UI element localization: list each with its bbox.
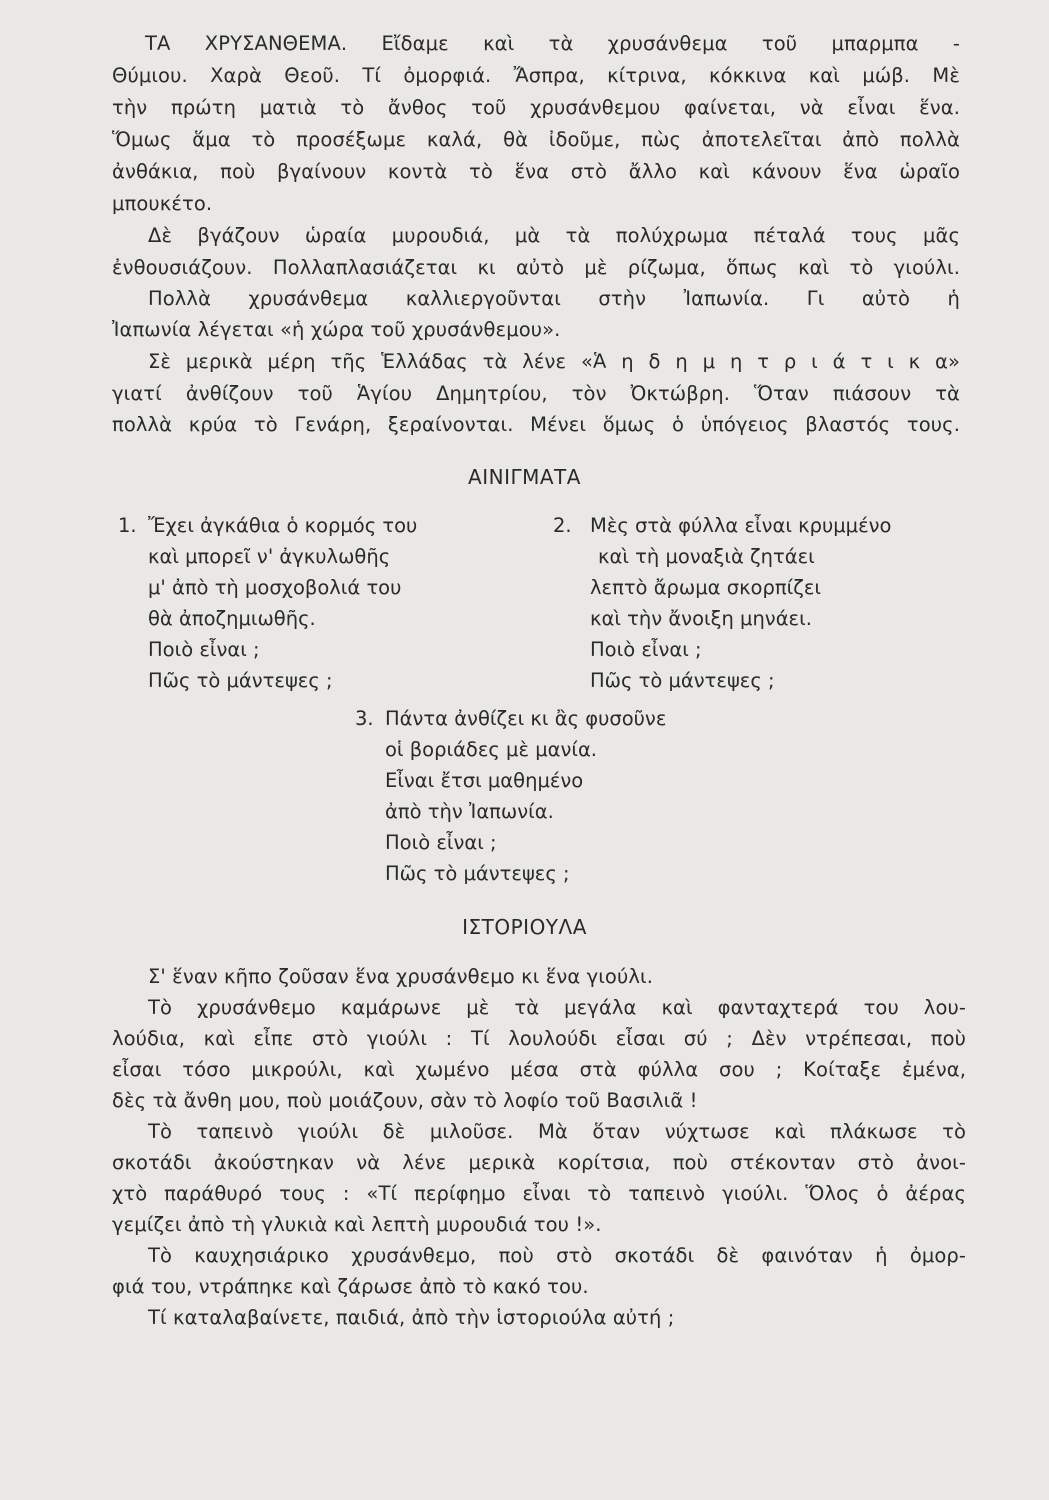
riddles-heading: ΑΙΝΙΓΜΑΤΑ	[468, 465, 581, 489]
text-line: Θύμιου. Χαρὰ Θεοῦ. Τί ὀμορφιά. Ἄσπρα, κίτρινα, κόκκινα καὶ μώβ. Μὲ	[112, 64, 960, 87]
riddle-line: καὶ μπορεῖ ν' ἀγκυλωθῆς	[148, 545, 391, 568]
text-line: ἀνθάκια, ποὺ βγαίνουν κοντὰ τὸ ἕνα στὸ ἄλλο καὶ κάνουν ἕνα ὡραῖο	[112, 160, 960, 183]
text-line: Δὲ βγάζουν ὡραία μυρουδιά, μὰ τὰ πολύχρωμα πέταλά τους μᾶς	[148, 224, 960, 247]
story-heading: ΙΣΤΟΡΙΟΥΛΑ	[462, 915, 587, 939]
riddle-line: Μὲς στὰ φύλλα εἶναι κρυμμένο	[590, 514, 892, 537]
riddle-number: 2.	[553, 514, 572, 537]
riddle-line: λεπτὸ ἄρωμα σκορπίζει	[590, 576, 821, 599]
text-line: Ὅμως ἅμα τὸ προσέξωμε καλά, θὰ ἰδοῦμε, πὼς ἀποτελεῖται ἀπὸ πολλὰ	[112, 128, 960, 151]
text-line: Τὸ ταπεινὸ γιούλι δὲ μιλοῦσε. Μὰ ὅταν νύχτωσε καὶ πλάκωσε τὸ	[148, 1120, 966, 1143]
text-line: Σὲ μερικὰ μέρη τῆς Ἑλλάδας τὰ λένε «Ἁ η δ η μ η τ ρ ι ά τ ι κ α»	[148, 350, 960, 373]
text-line: πολλὰ κρύα τὸ Γενάρη, ξεραίνονται. Μένει ὅμως ὁ ὑπόγειος βλαστός τους.	[112, 413, 960, 436]
riddle-number: 1.	[118, 514, 137, 537]
text-line: χτὸ παράθυρό τους : «Τί περίφημο εἶναι τὸ ταπεινὸ γιούλι. Ὅλος ὁ ἀέρας	[112, 1182, 966, 1205]
riddle-line: Πῶς τὸ μάντεψες ;	[590, 669, 775, 692]
riddle-line: οἱ βοριάδες μὲ μανία.	[385, 738, 597, 761]
text-line: Σ' ἕναν κῆπο ζοῦσαν ἕνα χρυσάνθεμο κι ἕνα γιούλι.	[148, 965, 653, 988]
riddle-line: ἀπὸ τὴν Ἰαπωνία.	[385, 800, 554, 823]
riddle-line: Ποιὸ εἶναι ;	[148, 638, 260, 661]
text-line: γεμίζει ἀπὸ τὴ γλυκιὰ καὶ λεπτὴ μυρουδιά του !».	[112, 1213, 602, 1236]
text-line: εἶσαι τόσο μικρούλι, καὶ χωμένο μέσα στὰ φύλλα σου ; Κοίταξε ἐμένα,	[112, 1058, 966, 1081]
riddle-line: Πῶς τὸ μάντεψες ;	[385, 862, 570, 885]
text-line: Τί καταλαβαίνετε, παιδιά, ἀπὸ τὴν ἱστοριούλα αὐτή ;	[148, 1306, 675, 1329]
text-line: ΤΑ ΧΡΥΣΑΝΘΕΜΑ. Εἴδαμε καὶ τὰ χρυσάνθεμα τοῦ μπαρμπα -	[145, 32, 960, 55]
riddle-line: Ποιὸ εἶναι ;	[590, 638, 702, 661]
text-line: ἐνθουσιάζουν. Πολλαπλασιάζεται κι αὐτὸ μὲ ρίζωμα, ὅπως καὶ τὸ γιούλι.	[112, 256, 960, 279]
riddle-line: Πάντα ἀνθίζει κι ἂς φυσοῦνε	[385, 707, 667, 730]
riddle-line: θὰ ἀποζημιωθῆς.	[148, 607, 316, 630]
text-line: δὲς τὰ ἄνθη μου, ποὺ μοιάζουν, σὰν τὸ λοφίο τοῦ Βασιλιᾶ !	[112, 1089, 698, 1112]
riddle-number: 3.	[355, 707, 374, 730]
riddle-line: Πῶς τὸ μάντεψες ;	[148, 669, 333, 692]
text-line: Ἰαπωνία λέγεται «ἡ χώρα τοῦ χρυσάνθεμου».	[112, 318, 561, 341]
text-line: Τὸ χρυσάνθεμο καμάρωνε μὲ τὰ μεγάλα καὶ φανταχτερά του λου-	[148, 996, 966, 1019]
riddle-line: μ' ἀπὸ τὴ μοσχοβολιά του	[148, 576, 402, 599]
riddle-line: Ποιὸ εἶναι ;	[385, 831, 497, 854]
text-line: σκοτάδι ἀκούστηκαν νὰ λένε μερικὰ κορίτσια, ποὺ στέκονταν στὸ ἀνοι-	[112, 1151, 966, 1174]
riddle-line: καὶ τὴ μοναξιὰ ζητάει	[598, 545, 815, 568]
text-line: Τὸ καυχησιάρικο χρυσάνθεμο, ποὺ στὸ σκοτάδι δὲ φαινόταν ἡ ὀμορ-	[148, 1244, 966, 1267]
text-line: γιατί ἀνθίζουν τοῦ Ἁγίου Δημητρίου, τὸν Ὀκτώβρη. Ὅταν πιάσουν τὰ	[112, 382, 960, 405]
riddle-line: Ἔχει ἀγκάθια ὁ κορμός του	[148, 514, 418, 537]
text-line: μπουκέτο.	[112, 192, 213, 215]
text-line: φιά του, ντράπηκε καὶ ζάρωσε ἀπὸ τὸ κακό του.	[112, 1275, 589, 1298]
text-line: Πολλὰ χρυσάνθεμα καλλιεργοῦνται στὴν Ἰαπωνία. Γι αὐτὸ ἡ	[148, 287, 960, 310]
text-line: λούδια, καὶ εἶπε στὸ γιούλι : Τί λουλούδι εἶσαι σύ ; Δὲν ντρέπεσαι, ποὺ	[112, 1027, 966, 1050]
riddle-line: Εἶναι ἔτσι μαθημένο	[385, 769, 584, 792]
text-line: τὴν πρώτη ματιὰ τὸ ἄνθος τοῦ χρυσάνθεμου φαίνεται, νὰ εἶναι ἕνα.	[112, 96, 960, 119]
riddle-line: καὶ τὴν ἄνοιξη μηνάει.	[590, 607, 812, 630]
